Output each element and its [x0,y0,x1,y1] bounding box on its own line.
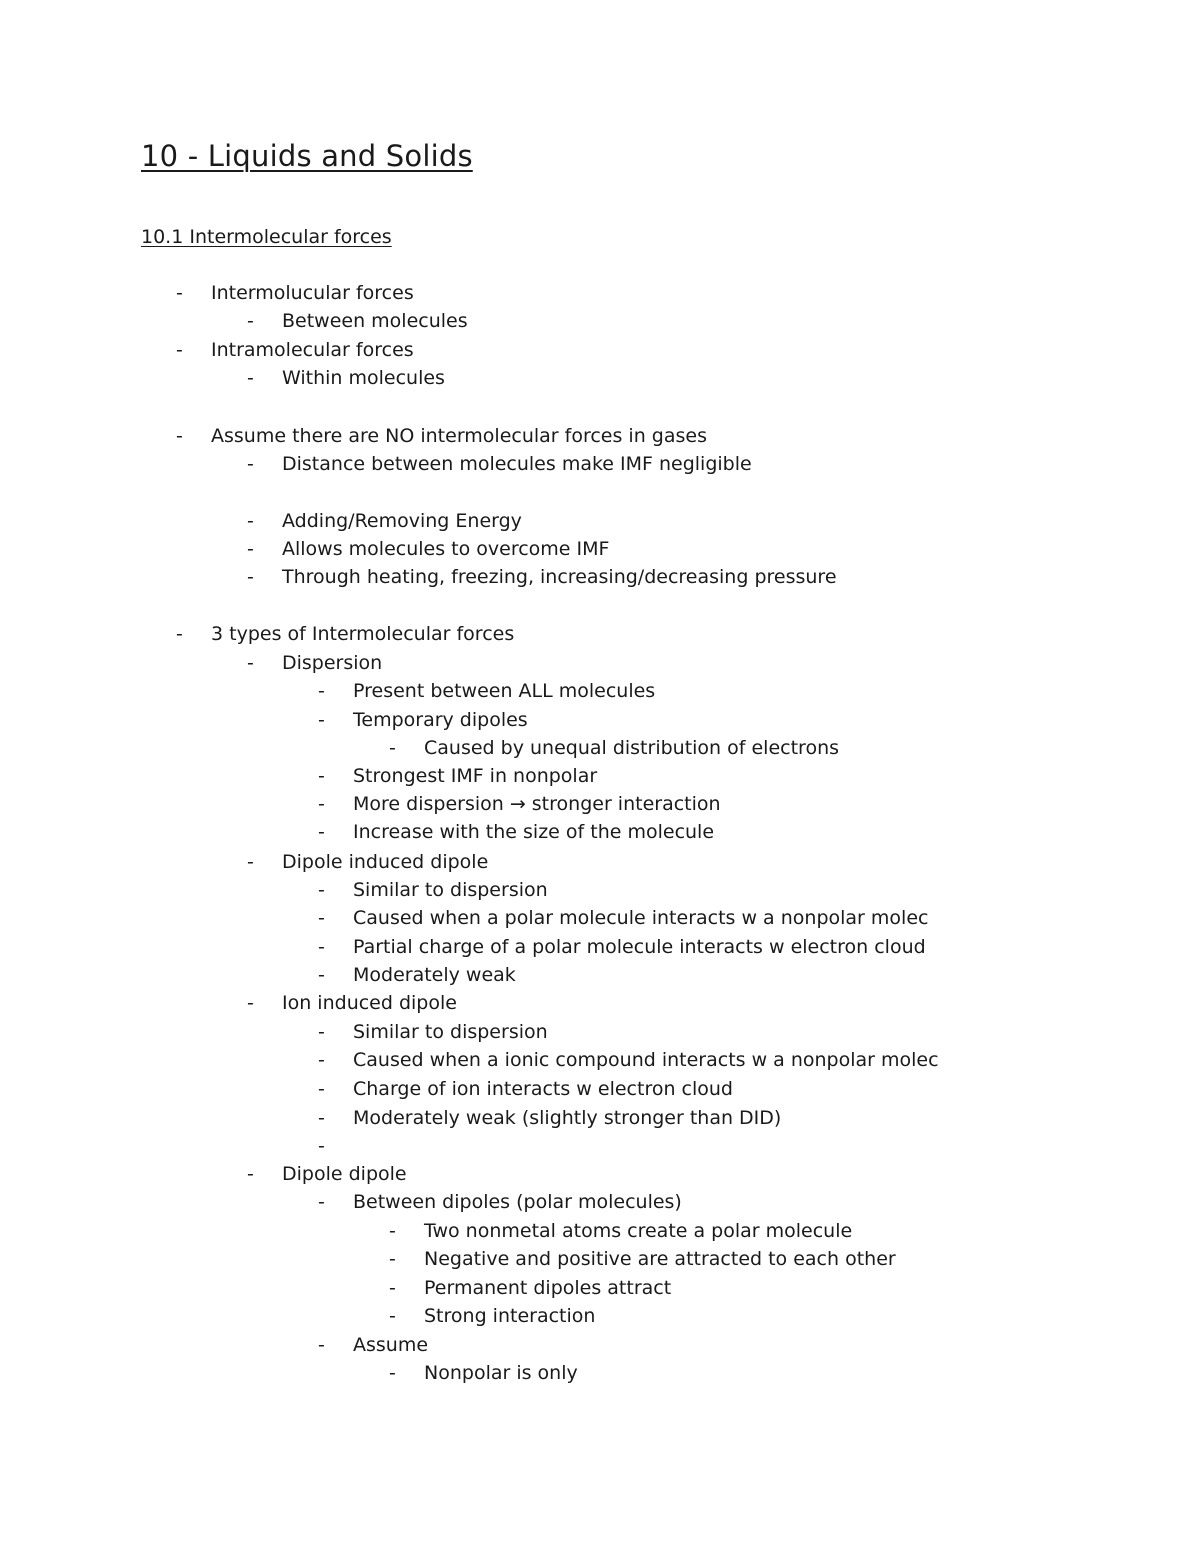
list-item-text: Allows molecules to overcome IMF [282,538,610,560]
bullet-dash: - [318,936,325,958]
list-item-text: Strong interaction [424,1305,596,1327]
list-item-text: Permanent dipoles attract [424,1277,672,1299]
bullet-dash: - [318,879,325,901]
list-item-text: Similar to dispersion [353,879,548,901]
list-item-text: Between dipoles (polar molecules) [353,1191,682,1213]
list-item-text: Adding/Removing Energy [282,510,522,532]
list-item-text: Dispersion [282,652,383,674]
bullet-dash: - [176,425,183,447]
list-item-text: Present between ALL molecules [353,680,656,702]
list-item-text: Nonpolar is only [424,1362,578,1384]
list-item-text: Moderately weak (slightly stronger than DID) [353,1107,782,1129]
bullet-dash: - [247,310,254,332]
bullet-dash: - [318,709,325,731]
section-heading: 10.1 Intermolecular forces [141,226,392,248]
list-item-text: Negative and positive are attracted to each other [424,1248,896,1270]
bullet-dash: - [247,652,254,674]
list-item-text: More dispersion → stronger interaction [353,793,721,815]
bullet-dash: - [318,1021,325,1043]
bullet-dash: - [318,793,325,815]
list-item-text: Intramolecular forces [211,339,414,361]
list-item-text: Assume [353,1334,429,1356]
bullet-dash: - [247,453,254,475]
bullet-dash: - [318,1049,325,1071]
list-item-text: Ion induced dipole [282,992,457,1014]
bullet-dash: - [318,907,325,929]
bullet-dash: - [318,1191,325,1213]
bullet-dash: - [176,623,183,645]
bullet-dash: - [389,1362,396,1384]
list-item-text: Intermolucular forces [211,282,414,304]
bullet-dash: - [247,367,254,389]
bullet-dash: - [318,1135,325,1157]
bullet-dash: - [389,1277,396,1299]
page-title: 10 - Liquids and Solids [141,139,473,173]
list-item-text: Temporary dipoles [353,709,528,731]
list-item-text: Between molecules [282,310,468,332]
bullet-dash: - [176,282,183,304]
list-item-text: Caused when a polar molecule interacts w a nonpolar molec [353,907,929,929]
bullet-dash: - [318,964,325,986]
bullet-dash: - [389,1220,396,1242]
bullet-dash: - [318,1078,325,1100]
list-item-text: Strongest IMF in nonpolar [353,765,598,787]
bullet-dash: - [247,510,254,532]
bullet-dash: - [176,339,183,361]
list-item-text: Similar to dispersion [353,1021,548,1043]
list-item-text: Distance between molecules make IMF negligible [282,453,752,475]
bullet-dash: - [247,1163,254,1185]
list-item-text: Two nonmetal atoms create a polar molecule [424,1220,853,1242]
list-item-text: Increase with the size of the molecule [353,821,715,843]
list-item-text: Charge of ion interacts w electron cloud [353,1078,733,1100]
bullet-dash: - [318,1107,325,1129]
bullet-dash: - [247,566,254,588]
list-item-text: Dipole dipole [282,1163,407,1185]
list-item-text: Dipole induced dipole [282,851,489,873]
bullet-dash: - [318,765,325,787]
list-item-text: 3 types of Intermolecular forces [211,623,515,645]
list-item-text: Caused when a ionic compound interacts w a nonpolar molec [353,1049,939,1071]
list-item-text: Caused by unequal distribution of electrons [424,737,840,759]
bullet-dash: - [247,992,254,1014]
bullet-dash: - [318,680,325,702]
bullet-dash: - [318,821,325,843]
list-item-text: Moderately weak [353,964,516,986]
bullet-dash: - [247,538,254,560]
list-item-text: Through heating, freezing, increasing/decreasing pressure [282,566,837,588]
bullet-dash: - [318,1334,325,1356]
list-item-text: Partial charge of a polar molecule interacts w electron cloud [353,936,926,958]
bullet-dash: - [389,1305,396,1327]
list-item-text: Assume there are NO intermolecular forces in gases [211,425,707,447]
bullet-dash: - [389,1248,396,1270]
bullet-dash: - [389,737,396,759]
bullet-dash: - [247,851,254,873]
list-item-text: Within molecules [282,367,445,389]
